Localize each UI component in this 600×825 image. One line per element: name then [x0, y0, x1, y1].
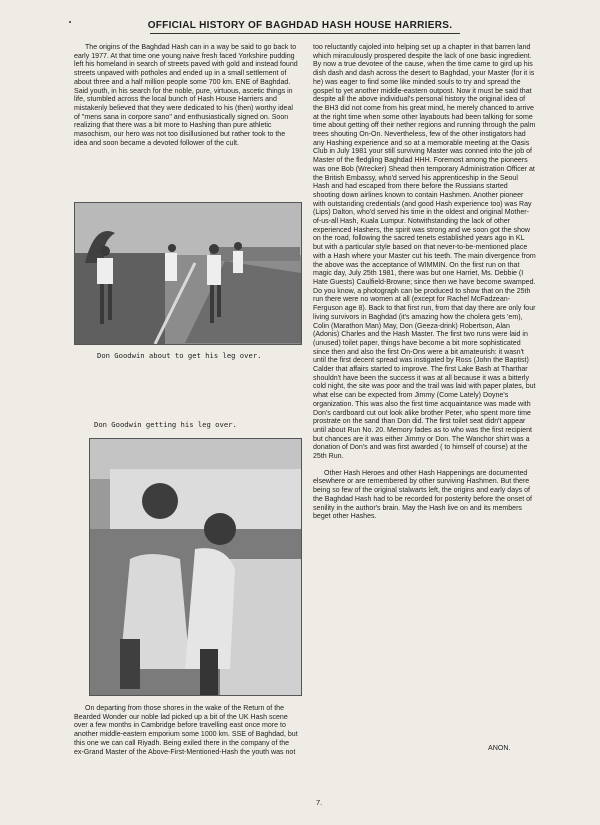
couple-photo [89, 438, 302, 696]
right-column [313, 44, 536, 522]
photo-caption-1: Don Goodwin about to get his leg over. [97, 351, 262, 360]
right-paragraph-2: Other Hash Heroes and other Hash Happenings are documented elsewhere or are remembered by other surviving Hashmen. But there being so few of the original stalwarts left, the origins and early days of the Baghdad Hash had to be recorded for posterity before the onset of senility in the author's brain. May the Hash live on and its members beget other Hashes. [313, 469, 532, 521]
left-column [74, 44, 300, 148]
left-paragraph-top: The origins of the Baghdad Hash can in a way be said to go back to early 1977. At that time one young naive fresh faced Yorkshire pudding left his homeland in search of streets paved with gold and instead found streets unpaved with potholes and ended up in a small settlement of about three and a half million people some 700 km. ENE of Baghdad. Said youth, in his search for the noble, pure, virtuous, ascetic things in life, stumbled across the local bunch of Hash House Harriers and mistakenly believed that they were dedicated to his (then) worthy ideal of "mens sana in corpore sano" and enthusiastically signed on. Soon realizing that there was a bit more to Hashing than pure athletic masochism, our hero was not too disillusioned but rather took to the idea and soon became a devoted follower of the cult. [74, 44, 298, 147]
runners-photo [74, 202, 302, 345]
left-column-bottom [74, 705, 300, 757]
left-paragraph-bottom: On departing from those shores in the wake of the Return of the Bearded Wonder our noble lad picked up a bit of the UK Hash scene over a few months in Cambridge before travelling east once more to another middle-eastern emporium some 1000 km. SSE of Baghdad, but this one we can call Riyadh. Being exiled there in the company of the ex-Grand Master of the Above-First-Mentioned-Hash the youth was not [74, 705, 298, 756]
runners-photo-image [75, 203, 301, 344]
author-signoff: ANON. [488, 744, 511, 752]
page-title: OFFICIAL HISTORY OF BAGHDAD HASH HOUSE HARRIERS. [147, 20, 453, 31]
photo-caption-2: Don Goodwin getting his leg over. [94, 420, 237, 429]
couple-photo-image [90, 439, 301, 695]
right-paragraph-1: too reluctantly cajoled into helping set up a chapter in that barren land which miraculously prospered despite the lack of one basic ingredient. By now a true devotee of the cause, when the time came to gird up his dish dash and dash across the desert to Baghdad, your Master (for it is he) was eager to find some like minded souls to try and spread the gospel to yet another middle-eastern outpost. Now it must be said that despite all the above individual's personal history the original idea of the BH3 did not come from his great mind, he merely chanced to arrive at the right time when some other layabouts had been talking for some time about getting off their nether regions and running through the palm trees shouting On-On. Nevertheless, few of the other instigators had any Hashing experience and so at a memorable meeting at the Oasis Club in July 1981 your still surviving Master was conned into the job of Master of the fledgling Baghdad HHH. Foremost among the pioneers was one Bob (Wrecker) Shead then temporary Administration Officer at the British Embassy, who'd served his apprenticeship in the Seoul Hash and had escaped from there before the Russians started shooting down airlines known to contain Hashmen. Another pioneer with outstanding credentials (and good Hash experience too) was Ray (Lips) Dalton, who'd served his time in the oldest and original Mother-of-us-all Hash, Kuala Lumpur. Notwithstanding the lack of other experienced Hashers, the spirit was strong and we soon got the show on the road, following the sacred tenets established years ago in KL but with a particular style based on that never-to-be-mentioned place with a Hash where your Master cut his teeth. The main divergence from the above was the acceptance of WIMMIN. On the first run on that magic day, July 25th 1981, there was but one Harriet, Ms. Debbie (I Hate Guests) Caulfield-Browne; since then we have become swamped. Do you know, a photograph can be produced to show that on the 25th run there were no women at all (except for Rachel McFadzean-Ferguson age 8). Back to that first run, from that day there are only four living survivors in Baghdad (it's amazing how the cholera gets 'em), Colin (Marathon Man) May, Don (Geeza-drink) Robertson, Alan (Adonis) Charles and the Hash Master. The first two runs were laid in (unused) toilet paper, things have become a bit more sophisticated since then and also the first On-Ons were a bit amateurish: it wasn't until the first decent spread was instigated by Ross (John the Baptist) Calder that affairs started to improve. The first Lake Bash at Tharthar shouldn't have been the success it was at all because it was a bitterly cold night, the site was poor and the trail was laid with paper plates, but what else can be expected from Jimmy (Come Lately) Doyne's organization. This was also the first time acquaintance was made with Don's cardboard cut out look alike brother Peter, who spent more time prostrate on the sand than Don did. The first toilet seat didn't appear until about Run No. 20. Memory fades as to who was the first recipient but chances are it was either Jimmy or Don. The Wanchor shirt was a donation of Don's and was first awarded ( to himself of course) at the 25th Run. [313, 44, 536, 461]
title-underline [150, 33, 460, 34]
page-number: 7. [316, 798, 323, 807]
